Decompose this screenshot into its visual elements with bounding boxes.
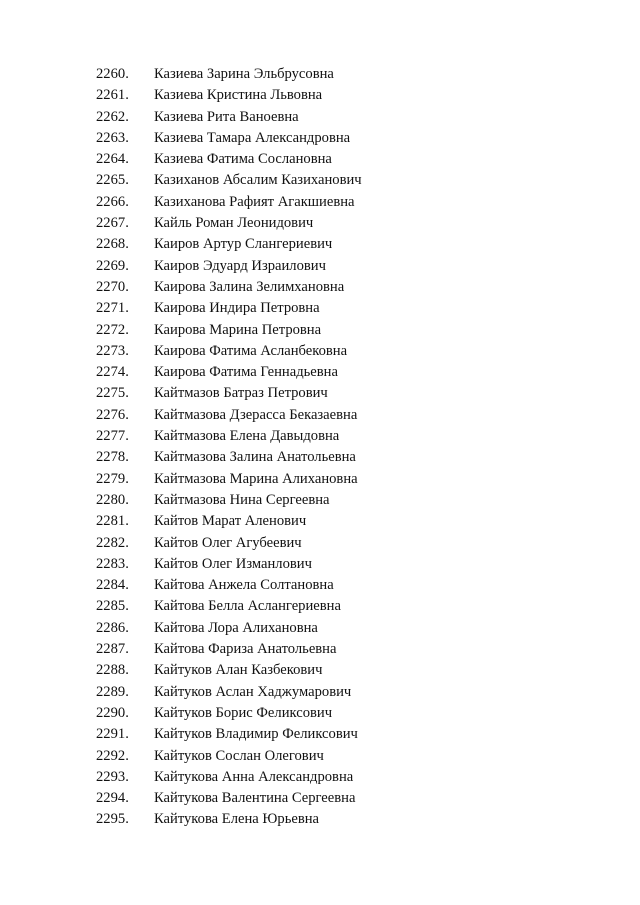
entry-name: Казиева Кристина Львовна xyxy=(154,87,323,104)
list-item xyxy=(96,767,576,788)
list-item xyxy=(96,575,576,596)
entry-number: 2283. xyxy=(96,555,129,572)
entry-number: 2280. xyxy=(96,491,129,508)
entry-number: 2285. xyxy=(96,598,129,615)
entry-number: 2264. xyxy=(96,151,129,168)
entry-number: 2289. xyxy=(96,683,129,700)
list-item xyxy=(96,469,576,490)
entry-number: 2282. xyxy=(96,534,129,551)
entry-name: Казиева Зарина Эльбрусовна xyxy=(154,66,334,82)
list-item xyxy=(96,383,576,404)
entry-number: 2287. xyxy=(96,641,129,658)
list-item xyxy=(96,639,576,660)
entry-name: Кайтова Анжела Солтановна xyxy=(154,577,334,594)
entry-name: Казиханова Рафият Агакшиевна xyxy=(154,193,355,210)
entry-number: 2288. xyxy=(96,662,129,679)
list-item xyxy=(96,724,576,745)
entry-name: Кайтуков Борис Феликсович xyxy=(154,704,333,721)
list-item xyxy=(96,192,576,213)
entry-name: Каиров Эдуард Израилович xyxy=(154,257,326,274)
entry-name: Каирова Фатима Геннадьевна xyxy=(154,364,338,381)
entry-number: 2277. xyxy=(96,428,129,445)
entry-name: Кайтов Олег Изманлович xyxy=(154,555,312,572)
entry-number: 2295. xyxy=(96,811,129,828)
entry-name: Казиева Рита Ваноевна xyxy=(154,108,299,125)
entry-number: 2260. xyxy=(96,66,129,82)
entry-number: 2275. xyxy=(96,385,129,402)
entry-name: Казиева Тамара Александровна xyxy=(154,129,351,146)
entry-name: Кайтова Лора Алихановна xyxy=(154,619,318,636)
entry-number: 2270. xyxy=(96,278,129,295)
list-item xyxy=(96,170,576,191)
entry-number: 2266. xyxy=(96,193,129,210)
entry-number: 2292. xyxy=(96,747,129,764)
entry-number: 2263. xyxy=(96,129,129,146)
entry-number: 2271. xyxy=(96,300,129,317)
entry-number: 2268. xyxy=(96,236,129,253)
list-item xyxy=(96,107,576,128)
entry-number: 2261. xyxy=(96,87,129,104)
entry-name: Кайтмазова Елена Давыдовна xyxy=(154,428,340,445)
list-item xyxy=(96,64,576,85)
entry-number: 2278. xyxy=(96,449,129,466)
entry-name: Кайтмазов Батраз Петрович xyxy=(154,385,328,402)
entry-name: Каирова Марина Петровна xyxy=(154,321,322,338)
list-item xyxy=(96,511,576,532)
list-item xyxy=(96,533,576,554)
list-item xyxy=(96,341,576,362)
list-item xyxy=(96,703,576,724)
entry-name: Кайтов Марат Аленович xyxy=(154,513,307,530)
entry-name: Кайтмазова Нина Сергеевна xyxy=(154,491,330,508)
entry-number: 2273. xyxy=(96,342,129,359)
entry-name: Кайтова Белла Аслангериевна xyxy=(154,598,341,615)
list-item xyxy=(96,213,576,234)
entry-number: 2272. xyxy=(96,321,129,338)
entry-number: 2291. xyxy=(96,726,129,743)
entry-name: Казиева Фатима Сослановна xyxy=(154,151,332,168)
list-item xyxy=(96,660,576,681)
entry-name: Кайтова Фариза Анатольевна xyxy=(154,641,337,658)
list-item xyxy=(96,596,576,617)
entry-number: 2265. xyxy=(96,172,129,189)
entry-name: Кайтуков Владимир Феликсович xyxy=(154,726,358,743)
list-item xyxy=(96,809,576,830)
entry-name: Кайтуков Алан Казбекович xyxy=(154,662,323,679)
list-item xyxy=(96,277,576,298)
entry-name: Кайтмазова Марина Алихановна xyxy=(154,470,358,487)
entry-name: Кайтукова Анна Александровна xyxy=(154,768,354,785)
entry-name: Кайтмазова Залина Анатольевна xyxy=(154,449,356,466)
entry-name: Кайтукова Елена Юрьевна xyxy=(154,811,319,828)
list-item xyxy=(96,234,576,255)
entry-name: Кайтов Олег Агубеевич xyxy=(154,534,302,551)
list-item xyxy=(96,618,576,639)
list-item xyxy=(96,682,576,703)
entry-name: Кайтуков Сослан Олегович xyxy=(154,747,324,764)
entry-name: Кайтмазова Дзерасса Беказаевна xyxy=(154,406,358,423)
list-item xyxy=(96,554,576,575)
entry-name: Кайтуков Аслан Хаджумарович xyxy=(154,683,352,700)
entry-number: 2279. xyxy=(96,470,129,487)
list-item xyxy=(96,362,576,383)
entry-number: 2262. xyxy=(96,108,129,125)
list-item xyxy=(96,149,576,170)
list-item xyxy=(96,85,576,106)
entry-name: Каиров Артур Слангериевич xyxy=(154,236,333,253)
entry-name: Кайтукова Валентина Сергеевна xyxy=(154,790,356,807)
entry-number: 2274. xyxy=(96,364,129,381)
entry-number: 2267. xyxy=(96,215,129,232)
list-item xyxy=(96,447,576,468)
list-item xyxy=(96,490,576,511)
entry-number: 2294. xyxy=(96,790,129,807)
entry-name: Каирова Залина Зелимхановна xyxy=(154,278,345,295)
entry-number: 2284. xyxy=(96,577,129,594)
entry-name: Казиханов Абсалим Казиханович xyxy=(154,172,362,189)
list-item xyxy=(96,320,576,341)
entry-number: 2281. xyxy=(96,513,129,530)
entry-name: Каирова Фатима Асланбековна xyxy=(154,342,348,359)
entry-name: Каирова Индира Петровна xyxy=(154,300,320,317)
list-item xyxy=(96,788,576,809)
list-item xyxy=(96,298,576,319)
list-item xyxy=(96,746,576,767)
entry-number: 2286. xyxy=(96,619,129,636)
entry-number: 2269. xyxy=(96,257,129,274)
entry-number: 2293. xyxy=(96,768,129,785)
list-item xyxy=(96,426,576,447)
list-item xyxy=(96,405,576,426)
name-list xyxy=(96,64,576,831)
list-item xyxy=(96,128,576,149)
list-item xyxy=(96,256,576,277)
entry-name: Кайль Роман Леонидович xyxy=(154,215,314,232)
entry-number: 2290. xyxy=(96,704,129,721)
entry-number: 2276. xyxy=(96,406,129,423)
